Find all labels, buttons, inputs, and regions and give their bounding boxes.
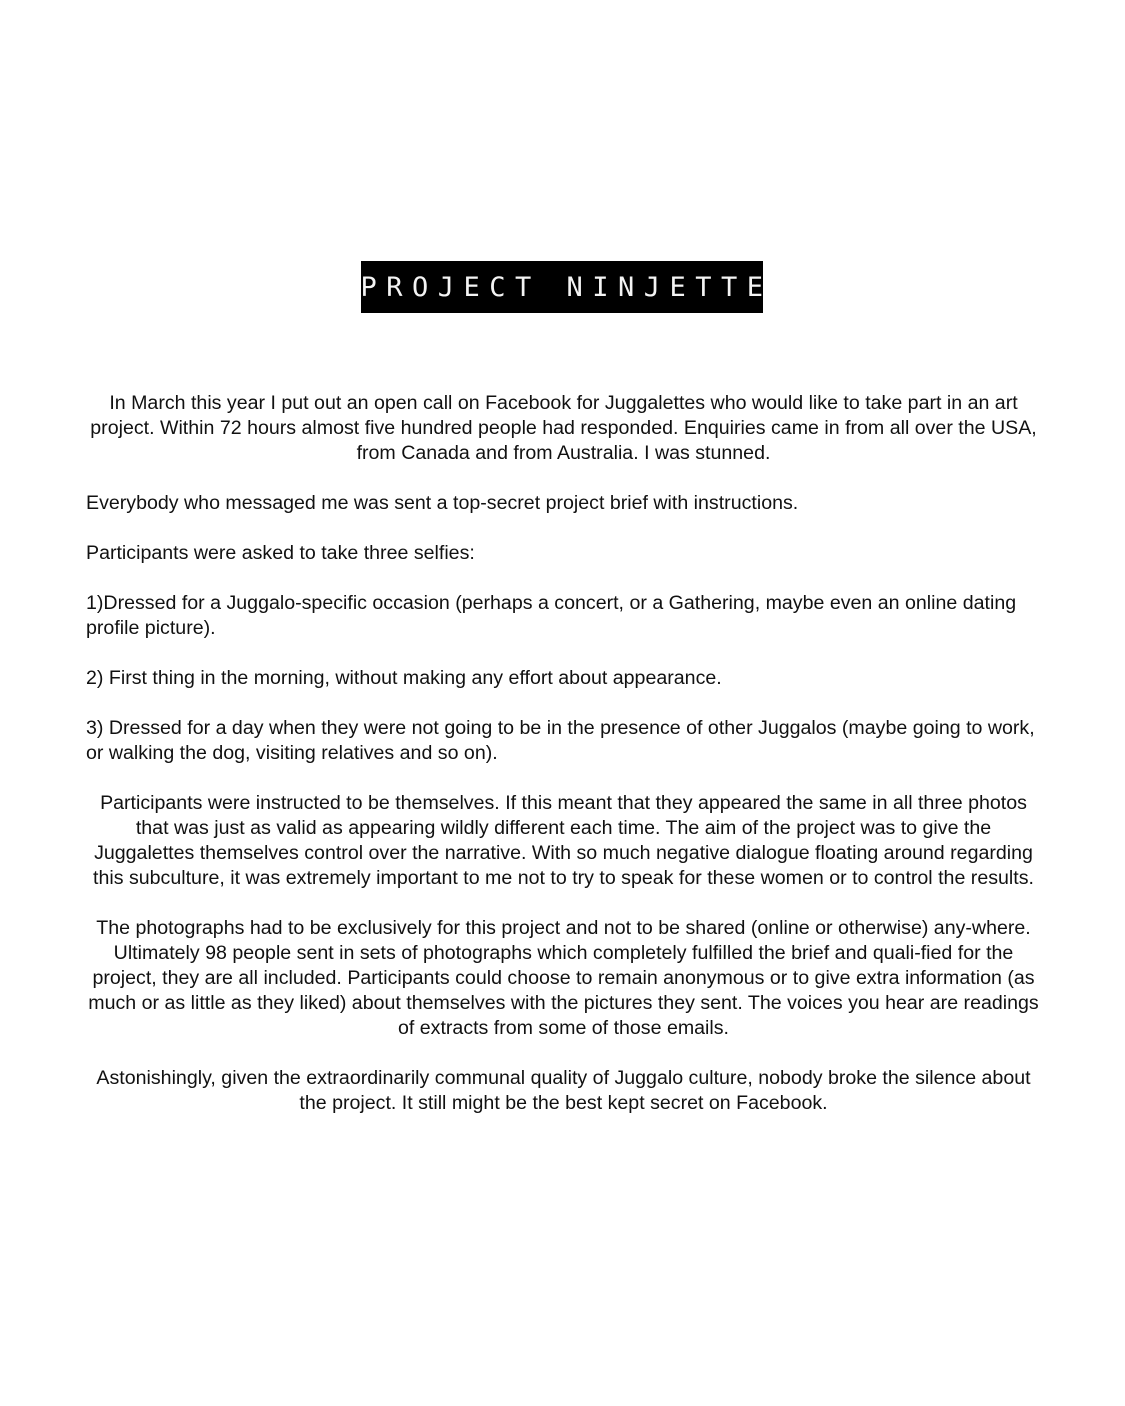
paragraph-intro: In March this year I put out an open call on Facebook for Juggalettes who would like to take part in an art project. Within 72 hours almost five hundred people had responded. Enquiries came in from all over the USA, from Canada and from Australia. I was stunned. bbox=[90, 392, 1037, 464]
paragraph-instructions: Participants were instructed to be themselves. If this meant that they appeared the same in all three photos that was just as valid as appearing wildly different each time. The aim of the project was to give the Juggalettes themselves control over the narrative. With so much negative dialogue floating around regarding this subculture, it was extremely important to me not to try to speak for these women or to control the results. bbox=[93, 792, 1034, 889]
body-text bbox=[86, 391, 1041, 1141]
title-banner bbox=[360, 261, 773, 313]
paragraph-item-1: 1)Dressed for a Juggalo-specific occasion (perhaps a concert, or a Gathering, maybe even an online dating profile picture). bbox=[86, 592, 1017, 639]
paragraph-item-2: 2) First thing in the morning, without making any effort about appearance. bbox=[86, 667, 722, 689]
paragraph-photographs: The photographs had to be exclusively for this project and not to be shared (online or otherwise) any-where. Ultimately 98 people sent in sets of photographs which completely fulfilled the brief and quali-fied for the project, they are all included. Participants could choose to remain anonymous or to give extra information (as much or as little as they liked) about themselves with the pictures they sent. The voices you hear are readings of extracts from some of those emails. bbox=[88, 917, 1039, 1039]
paragraph-brief: Everybody who messaged me was sent a top-secret project brief with instructions. bbox=[86, 492, 799, 514]
paragraph-closing: Astonishingly, given the extraordinarily communal quality of Juggalo culture, nobody broke the silence about the project. It still might be the best kept secret on Facebook. bbox=[96, 1067, 1031, 1114]
paragraph-item-3: 3) Dressed for a day when they were not going to be in the presence of other Juggalos (maybe going to work, or walking the dog, visiting relatives and so on). bbox=[86, 717, 1035, 764]
paragraph-selfies: Participants were asked to take three selfies: bbox=[86, 542, 475, 564]
page-title: PROJECT NINJETTE bbox=[360, 271, 773, 303]
